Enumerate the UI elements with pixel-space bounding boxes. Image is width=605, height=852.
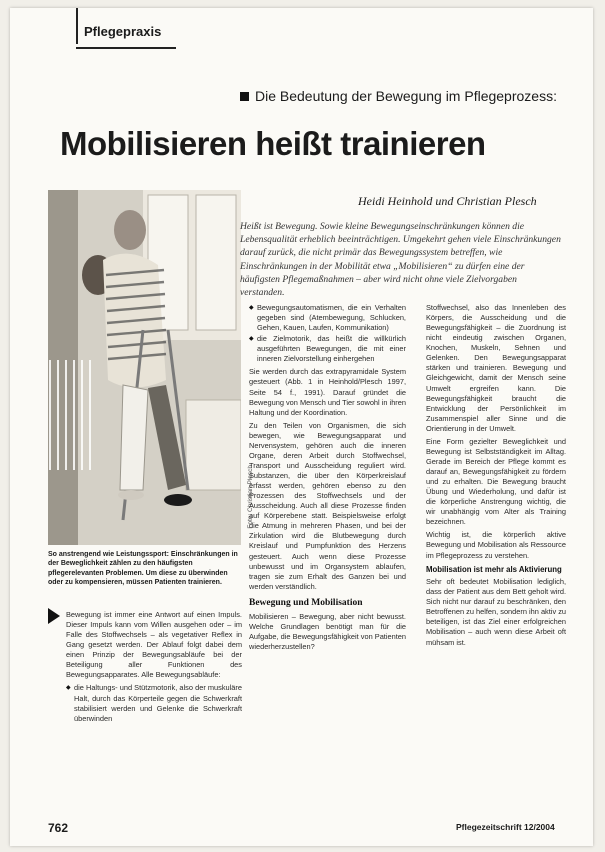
middle-bullet-list <box>249 303 406 364</box>
section-label: Pflegepraxis <box>84 24 162 39</box>
list-item: ◆ die Haltungs- und Stützmotorik, also der muskuläre Halt, durch das Körperteile gegen die Schwerkraft stabilisiert werden und Gelenke die Schwerkraft überwinden <box>74 683 242 723</box>
body-column-middle <box>249 303 406 655</box>
triangle-arrow-icon <box>48 608 60 624</box>
body-paragraph: Wichtig ist, die körperlich aktive Bewegung und Mobilisation als Ressource im Pflegeprozess zu verstehen. <box>426 530 566 560</box>
article-photo <box>48 190 241 545</box>
header-underline <box>76 47 176 49</box>
photo-credit: Foto: Christian Plesch <box>247 465 254 529</box>
body-paragraph: Bewegung ist immer eine Antwort auf einen Impuls. Dieser Impuls kann vom Willen ausgehen oder – im Falle des Stoffwechsels – als vegetativer Reflex in Gang gesetzt werden. Der Ablauf folgt dabei dem einen Prinzip der Bewegungsabläufe bei der Beteiligung aller Funktionen des Bewegungsapparates. Alle Bewegungsabläufe: <box>66 610 242 680</box>
body-column-left <box>66 610 242 727</box>
kicker-text: Die Bedeutung der Bewegung im Pflegeprozess: <box>255 88 557 104</box>
body-column-right <box>426 303 566 651</box>
square-bullet-icon <box>240 92 249 101</box>
list-item: ◆ Bewegungsautomatismen, die ein Verhalten gegeben sind (Atembewegung, Schlucken, Gehen, Kauen, Laufen, Kommunikation) <box>257 303 406 333</box>
section-subheading: Mobilisation ist mehr als Aktivierung <box>426 564 562 574</box>
body-paragraph: Sie werden durch das extrapyramidale System gesteuert (Abb. 1 in Heinhold/Plesch 1997, Seite 54 f., 1991). Darauf gründet die Bewegung von Mensch und Tier sowohl in ihren Haltung und der Koordination. <box>249 367 406 417</box>
section-subheading: Bewegung und Mobilisation <box>249 597 363 608</box>
kicker-line <box>240 88 557 104</box>
list-item: ◆ die Zielmotorik, das heißt die willkürlich ausgeführten Bewegungen, die mit einer inneren Zielvorstellung einhergehen <box>257 334 406 364</box>
body-paragraph: Zu den Teilen von Organismen, die sich bewegen, wie Bewegungsapparat und Nervensystem, gehören auch die inneren Organe, deren Arbeit durch Stoffwechsel, Transport und Ausscheidung reguliert wird. Substanzen, die über den Körperkreislauf erfasst werden, gehören ebenso zu den Prozessen des Stoffwechsels und der Ausscheidung. Auch all diese Prozesse finden auf Körperebene statt. Beispielsweise erfolgt die Atmung in mehreren Phasen, und bei der Zirkulation wird die Blutbewegung durch Kreislauf und Pumpfunktion des Herzens gesteuert. Auch wenn diese Prozesse unbewusst und im Organsystem ablaufen, tragen sie zum Erhalt des Ganzen bei und werden verständlich. <box>249 420 406 591</box>
body-paragraph: Eine Form gezielter Beweglichkeit und Bewegung ist Selbstständigkeit im Alltag. Gerade im Bereich der Pflege kommt es darauf an, Bewegungsfähigkeit zu fördern und zu erhalten. Die Bewegung braucht Übung und Wiederholung, und dafür ist die körperliche Anstrengung wichtig, die wir unabhängig vom Alter als Training bezeichnen. <box>426 436 566 527</box>
page-number: 762 <box>48 821 69 835</box>
photo-caption: So anstrengend wie Leistungssport: Einschränkungen in der Beweglichkeit zählen zu den häufigsten pflegerelevanten Problemen. Um diese zu überwinden oder zu kompensieren, müssen Patienten trainieren. <box>48 551 238 587</box>
body-paragraph: Mobilisieren – Bewegung, aber nicht bewusst. Welche Grundlagen benötigt man für die Aufgabe, die Bewegungsfähigkeit von Patienten wiederherzustellen? <box>249 611 406 651</box>
journal-footer: Pflegezeitschrift 12/2004 <box>456 822 555 832</box>
left-bullet-list <box>66 683 242 723</box>
header-rule <box>76 8 78 44</box>
article-title: Mobilisieren heißt trainieren <box>60 125 486 162</box>
article-authors: Heidi Heinhold und Christian Plesch <box>358 194 537 208</box>
lead-paragraph: Heißt ist Bewegung. Sowie kleine Bewegungseinschränkungen können die Lebensqualität erheblich beeinträchtigen. Umgekehrt gehen viele Einschränkungen darauf zurück, die nicht primär das Bewegungssystem betreffen, wie Einschränkungen in der Mobilität etwa „Mobilisieren“ zu dürfen eine der häufigsten Pflegemaßnahmen – aber wird nicht ohne viele Zielvorgaben verstanden. <box>240 221 561 299</box>
body-paragraph: Sehr oft bedeutet Mobilisation lediglich, dass der Patient aus dem Bett geholt wird. Sich nicht nur darauf zu beschränken, den Betroffenen zu helfen, sondern ihn aktiv zu beteiligen, ist das Ziel einer erfolgreichen Mobilisation – auch wenn diese Arbeit oft mühsam ist. <box>426 577 566 647</box>
photo-illustration <box>48 190 241 545</box>
body-paragraph: Stoffwechsel, also das Innenleben des Körpers, die Ausscheidung und die Bewegungsfähigkeit – die Zuordnung ist nicht eindeutig zwischen Organen, Knochen, Muskeln, Sehnen und Gelenken. Den Bewegungsapparat stärken und trainieren. Bewegung und Gleichgewicht, damit der Mensch seine Umwelt ergreifen kann. Die Bewegungsfähigkeit braucht die Entwicklung der Persönlichkeit im Zusammenspiel aller Sinne und die Orientierung in der Umwelt. <box>426 303 566 433</box>
